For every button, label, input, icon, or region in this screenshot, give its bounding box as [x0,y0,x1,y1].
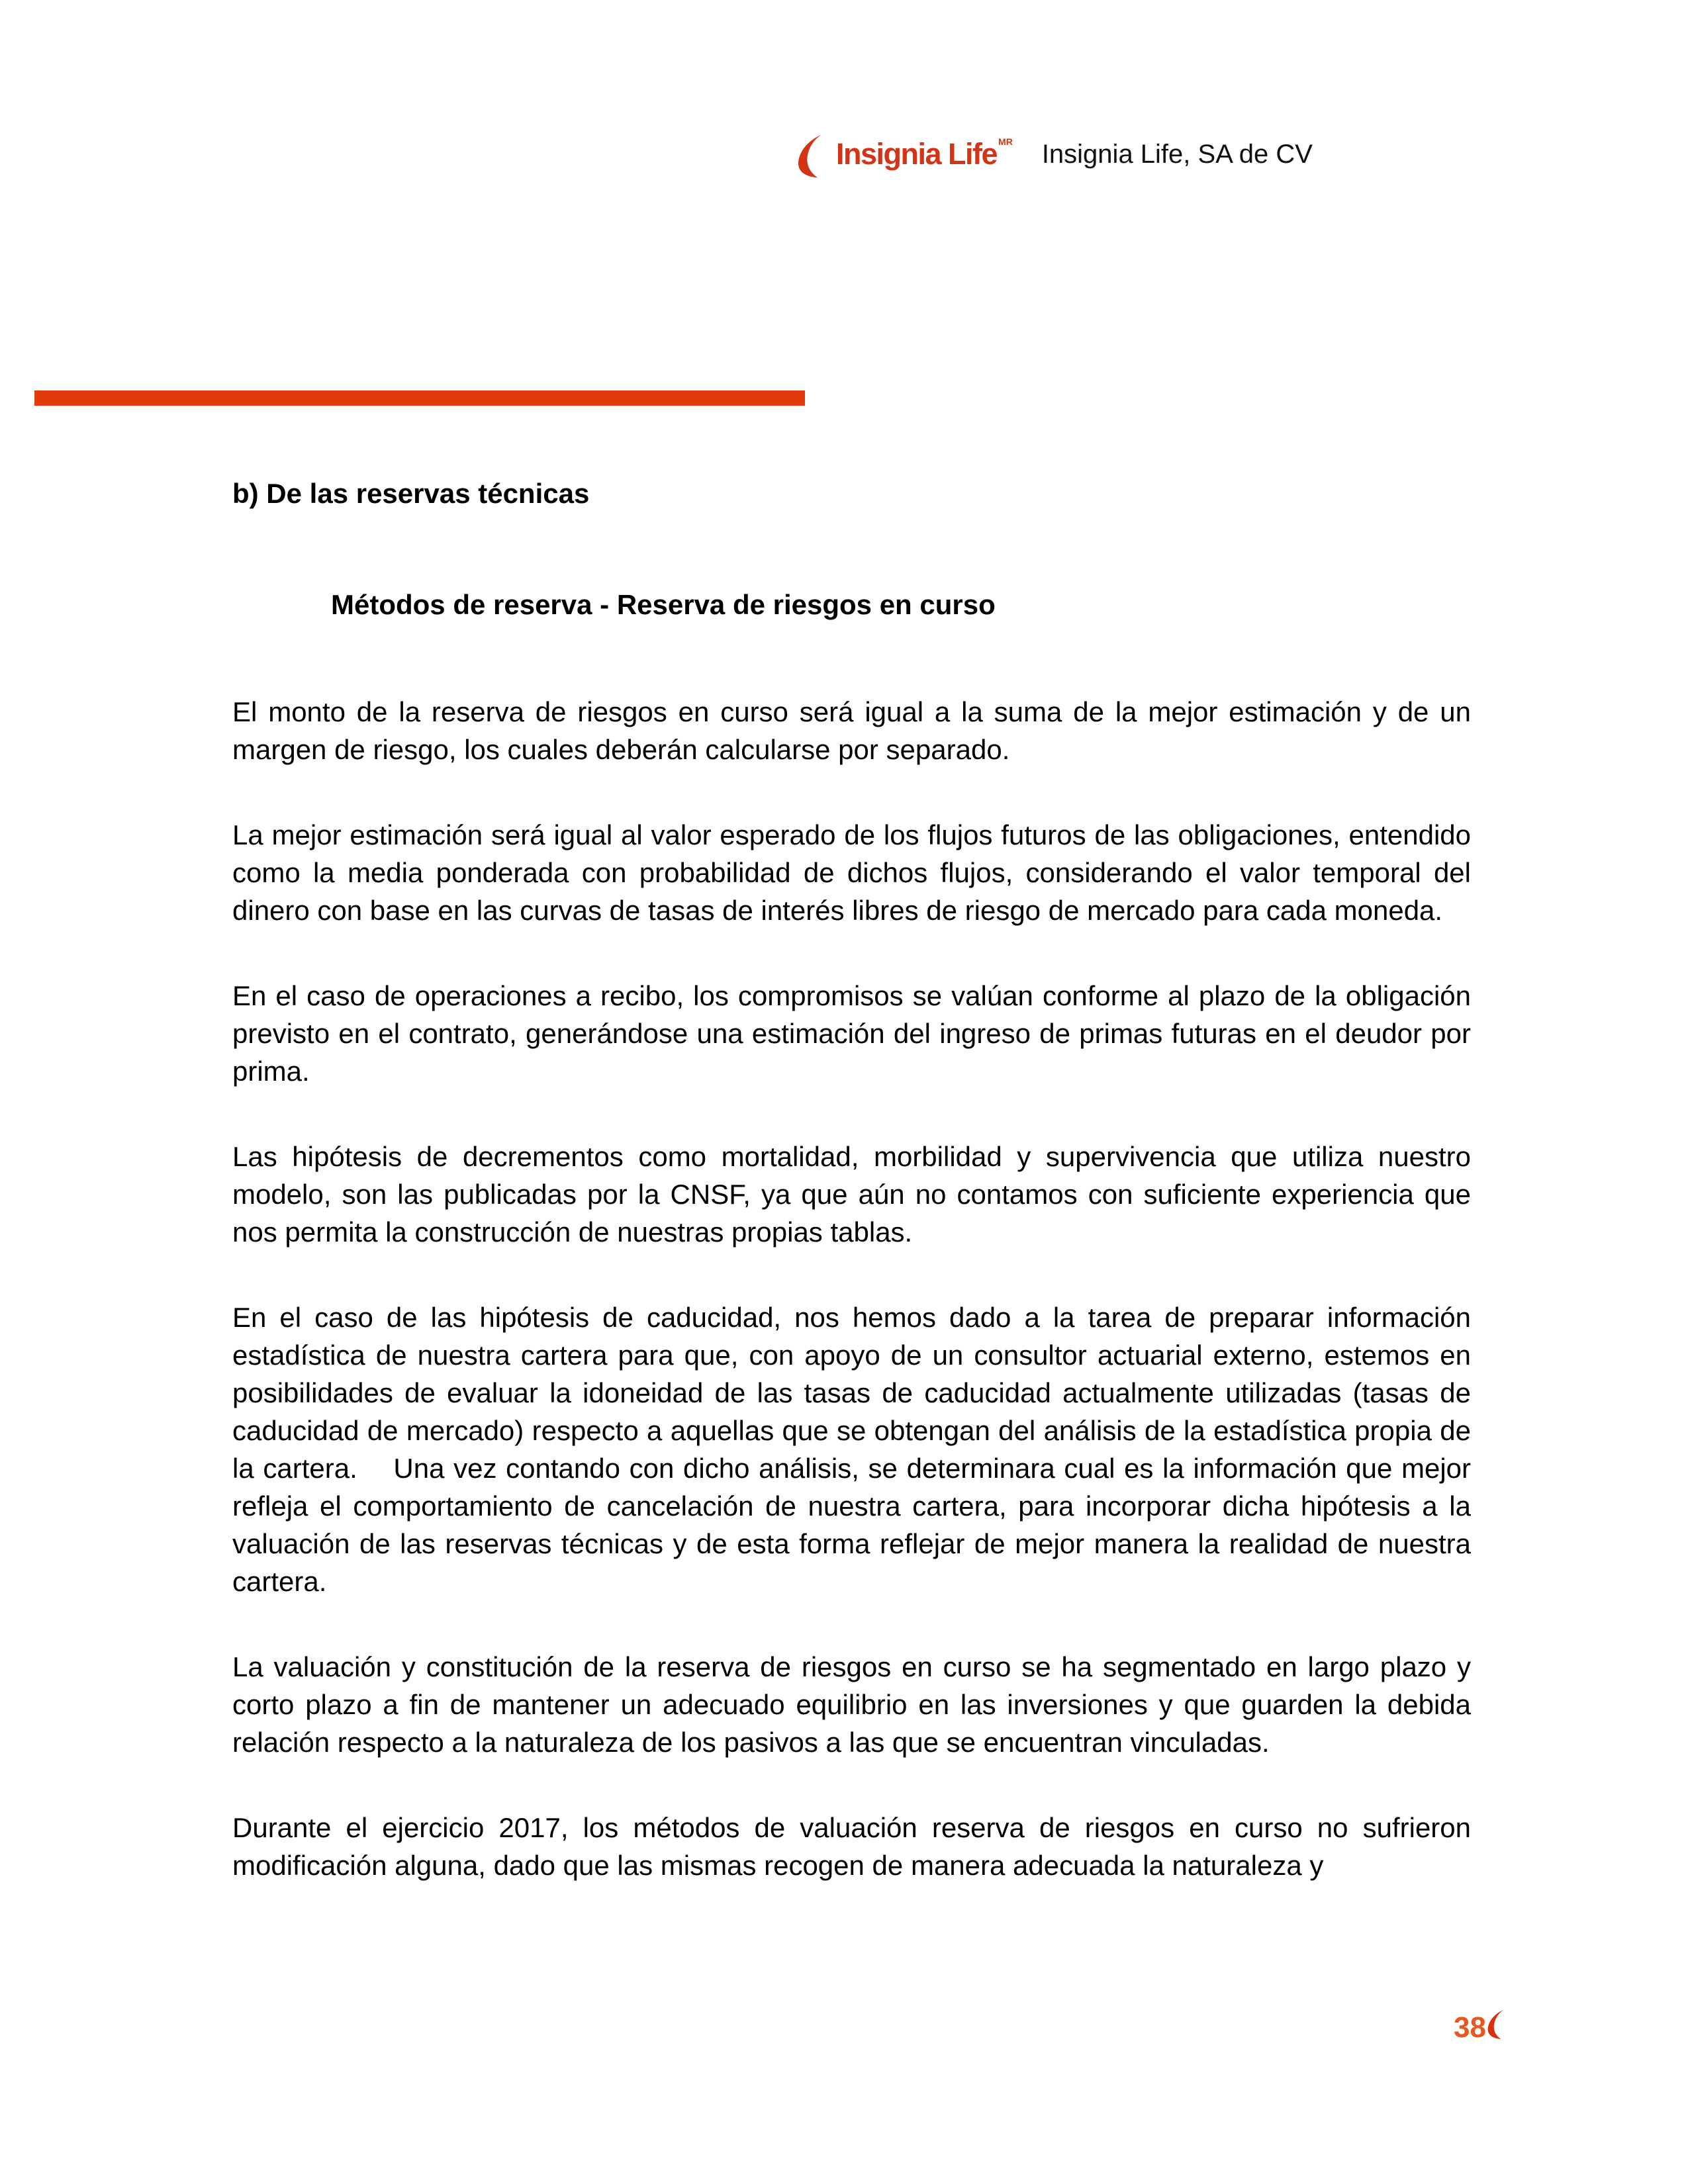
subsection-heading: Métodos de reserva - Reserva de riesgos en curso [331,589,996,620]
section-heading: b) De las reservas técnicas [232,478,590,509]
company-name: Insignia Life, SA de CV [1041,140,1313,169]
body-paragraph: En el caso de operaciones a recibo, los compromisos se valúan conforme al plazo de la obligación previsto en el contrato, generándose una estimación del ingreso de primas futuras en el deudor por prima. [232,980,1471,1087]
body-paragraph: Durante el ejercicio 2017, los métodos de valuación reserva de riesgos en curso no sufrieron modificación alguna, dado que las mismas recogen de manera adecuada la naturaleza y [232,1812,1471,1881]
logo-trademark: MR [998,136,1013,147]
body-paragraph: La mejor estimación será igual al valor esperado de los flujos futuros de las obligaciones, entendido como la media ponderada con probabilidad de dichos flujos, considerando el valor temporal del dinero con base en las curvas de tasas de interés libres de riesgo de mercado para cada moneda. [232,819,1471,926]
body-paragraph: Las hipótesis de decrementos como mortalidad, morbilidad y supervivencia que utiliza nuestro modelo, son las publicadas por la CNSF, ya que aún no contamos con suficiente experiencia que nos permita la construcción de nuestras propias tablas. [232,1141,1471,1248]
document-content [232,475,1471,1884]
crescent-logo-icon [798,134,831,179]
body-paragraph: En el caso de las hipótesis de caducidad, nos hemos dado a la tarea de preparar información estadística de nuestra cartera para que, con apoyo de un consultor actuarial externo, estemos en posibilidades de evaluar la idoneidad de las tasas de caducidad actualmente utilizadas (tasas de caducidad de mercado) respecto a aquellas que se obtengan del análisis de la estadística propia de la cartera. Una vez contando con dicho análisis, se determinara cual es la información que mejor refleja el comportamiento de cancelación de nuestra cartera, para incorporar dicha hipótesis a la valuación de las reservas técnicas y de esta forma reflejar de mejor manera la realidad de nuestra cartera. [232,1302,1471,1597]
logo-wordmark: Insignia Life [836,137,998,171]
insignia-life-logo [798,132,1013,179]
page-header [798,132,1313,180]
body-paragraph: El monto de la reserva de riesgos en curso será igual a la suma de la mejor estimación y de un margen de riesgo, los cuales deberán calcularse por separado. [232,696,1471,765]
page-number: 38 [1454,2011,1486,2044]
page-footer [1454,2008,1510,2048]
body-paragraph: La valuación y constitución de la reserva de riesgos en curso se ha segmentado en largo plazo y corto plazo a fin de mantener un adecuado equilibrio en las inversiones y que guarden la debida relación respecto a la naturaleza de los pasivos a las que se encuentran vinculadas. [232,1651,1471,1758]
divider-bar [34,390,805,406]
crescent-footer-icon [1487,2009,1510,2040]
